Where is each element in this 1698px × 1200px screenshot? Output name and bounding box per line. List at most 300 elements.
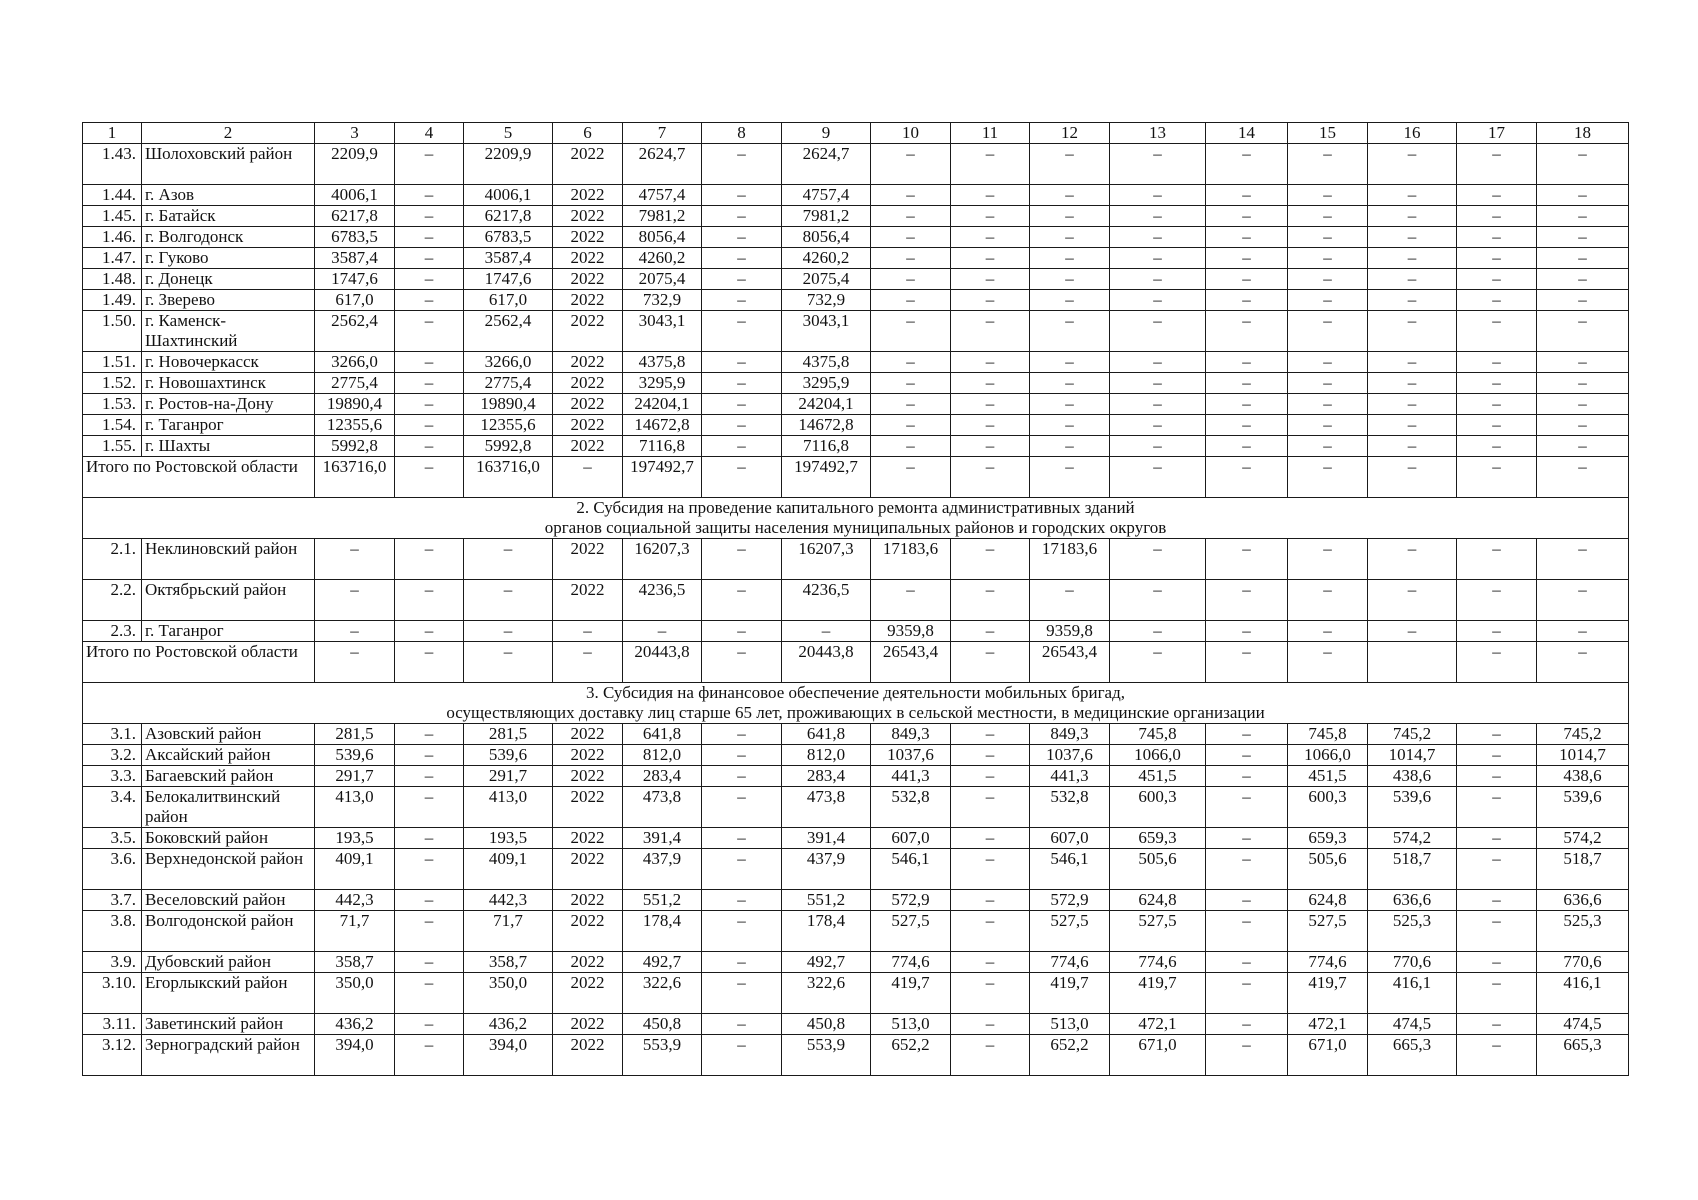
value-cell: 513,0 — [871, 1014, 951, 1035]
value-cell: – — [702, 890, 782, 911]
value-cell: – — [1368, 621, 1457, 642]
value-cell: – — [1368, 185, 1457, 206]
value-cell: – — [1030, 436, 1110, 457]
value-cell: 671,0 — [1288, 1035, 1368, 1076]
value-cell: 391,4 — [623, 828, 702, 849]
column-header-2: 2 — [142, 123, 315, 144]
value-cell: 24204,1 — [782, 394, 871, 415]
row-number: 1.51. — [83, 352, 142, 373]
value-cell: 2022 — [553, 144, 623, 185]
value-cell: – — [1206, 766, 1288, 787]
value-cell: – — [1368, 290, 1457, 311]
value-cell: 322,6 — [623, 973, 702, 1014]
total-label: Итого по Ростовской области — [83, 642, 315, 683]
value-cell: – — [951, 1035, 1030, 1076]
value-cell: – — [1457, 973, 1537, 1014]
value-cell: 283,4 — [623, 766, 702, 787]
value-cell: 551,2 — [623, 890, 702, 911]
municipality-name: Дубовский район — [142, 952, 315, 973]
value-cell: 527,5 — [1288, 911, 1368, 952]
value-cell: – — [1368, 352, 1457, 373]
row-number: 1.55. — [83, 436, 142, 457]
row-number: 3.8. — [83, 911, 142, 952]
value-cell: – — [1206, 436, 1288, 457]
value-cell: 2022 — [553, 206, 623, 227]
value-cell: – — [951, 352, 1030, 373]
municipality-name: Аксайский район — [142, 745, 315, 766]
value-cell: – — [315, 580, 395, 621]
value-cell: 539,6 — [1537, 787, 1629, 828]
value-cell: – — [951, 828, 1030, 849]
value-cell: – — [1457, 828, 1537, 849]
column-header-17: 17 — [1457, 123, 1537, 144]
value-cell: – — [395, 185, 464, 206]
value-cell: – — [1206, 580, 1288, 621]
value-cell: – — [1110, 539, 1206, 580]
value-cell: 474,5 — [1537, 1014, 1629, 1035]
value-cell: 24204,1 — [623, 394, 702, 415]
value-cell: 394,0 — [315, 1035, 395, 1076]
table-row — [83, 724, 1629, 745]
value-cell: 17183,6 — [1030, 539, 1110, 580]
value-cell: – — [951, 745, 1030, 766]
value-cell: 2022 — [553, 849, 623, 890]
value-cell: – — [1288, 311, 1368, 352]
value-cell: 473,8 — [782, 787, 871, 828]
column-header-16: 16 — [1368, 123, 1457, 144]
row-number: 1.43. — [83, 144, 142, 185]
value-cell: – — [395, 828, 464, 849]
value-cell: 442,3 — [464, 890, 553, 911]
value-cell: – — [1206, 394, 1288, 415]
value-cell: – — [702, 539, 782, 580]
value-cell: 671,0 — [1110, 1035, 1206, 1076]
municipality-name: Егорлыкский район — [142, 973, 315, 1014]
value-cell: – — [1030, 185, 1110, 206]
value-cell: 438,6 — [1537, 766, 1629, 787]
value-cell: – — [1537, 621, 1629, 642]
row-number: 1.45. — [83, 206, 142, 227]
value-cell: – — [702, 352, 782, 373]
value-cell: 572,9 — [1030, 890, 1110, 911]
value-cell: 849,3 — [871, 724, 951, 745]
row-number: 3.7. — [83, 890, 142, 911]
value-cell: – — [1537, 227, 1629, 248]
value-cell: – — [702, 436, 782, 457]
value-cell: – — [395, 248, 464, 269]
value-cell: – — [395, 539, 464, 580]
value-cell: 527,5 — [1030, 911, 1110, 952]
total-cell: 26543,4 — [1030, 642, 1110, 683]
municipality-name: г. Шахты — [142, 436, 315, 457]
value-cell: – — [1288, 290, 1368, 311]
value-cell: 527,5 — [1110, 911, 1206, 952]
value-cell: – — [1457, 352, 1537, 373]
total-label: Итого по Ростовской области — [83, 457, 315, 498]
value-cell: – — [1288, 185, 1368, 206]
total-cell: – — [702, 642, 782, 683]
total-cell: – — [871, 457, 951, 498]
value-cell: 419,7 — [1030, 973, 1110, 1014]
row-number: 2.2. — [83, 580, 142, 621]
value-cell: – — [395, 1014, 464, 1035]
value-cell: – — [871, 415, 951, 436]
value-cell: – — [1457, 1035, 1537, 1076]
value-cell: – — [1368, 248, 1457, 269]
value-cell: – — [1206, 1035, 1288, 1076]
total-cell: – — [464, 642, 553, 683]
value-cell: 546,1 — [1030, 849, 1110, 890]
value-cell: – — [1110, 621, 1206, 642]
value-cell: 665,3 — [1368, 1035, 1457, 1076]
value-cell: – — [702, 311, 782, 352]
value-cell: 4260,2 — [623, 248, 702, 269]
value-cell: 553,9 — [623, 1035, 702, 1076]
total-cell: – — [1288, 457, 1368, 498]
column-header-6: 6 — [553, 123, 623, 144]
value-cell: – — [1110, 227, 1206, 248]
value-cell: – — [1206, 973, 1288, 1014]
value-cell: 2775,4 — [464, 373, 553, 394]
value-cell: – — [871, 373, 951, 394]
value-cell: 2209,9 — [464, 144, 553, 185]
table-row — [83, 973, 1629, 1014]
value-cell: – — [395, 766, 464, 787]
total-cell: – — [395, 642, 464, 683]
value-cell: 409,1 — [315, 849, 395, 890]
value-cell: 450,8 — [623, 1014, 702, 1035]
row-number: 2.3. — [83, 621, 142, 642]
value-cell: 6783,5 — [315, 227, 395, 248]
total-cell: 197492,7 — [623, 457, 702, 498]
value-cell: – — [464, 539, 553, 580]
value-cell: 546,1 — [871, 849, 951, 890]
value-cell: – — [702, 269, 782, 290]
value-cell: – — [1457, 248, 1537, 269]
value-cell: 193,5 — [464, 828, 553, 849]
value-cell: 505,6 — [1288, 849, 1368, 890]
value-cell: 442,3 — [315, 890, 395, 911]
section-heading-line: 3. Субсидия на финансовое обеспечение деятельности мобильных бригад, — [586, 683, 1125, 702]
municipality-name: г. Азов — [142, 185, 315, 206]
value-cell: 812,0 — [782, 745, 871, 766]
total-cell: – — [553, 642, 623, 683]
value-cell: 2022 — [553, 227, 623, 248]
value-cell: 1014,7 — [1537, 745, 1629, 766]
column-header-7: 7 — [623, 123, 702, 144]
value-cell: 505,6 — [1110, 849, 1206, 890]
municipality-name: Белокалитвинский район — [142, 787, 315, 828]
column-header-9: 9 — [782, 123, 871, 144]
value-cell: – — [871, 436, 951, 457]
value-cell: 652,2 — [871, 1035, 951, 1076]
value-cell: 441,3 — [871, 766, 951, 787]
value-cell: 4375,8 — [782, 352, 871, 373]
value-cell: – — [1206, 828, 1288, 849]
value-cell: 12355,6 — [315, 415, 395, 436]
value-cell: – — [951, 269, 1030, 290]
value-cell: 2022 — [553, 745, 623, 766]
value-cell: 539,6 — [464, 745, 553, 766]
value-cell: 2562,4 — [464, 311, 553, 352]
value-cell: – — [395, 227, 464, 248]
value-cell: 19890,4 — [464, 394, 553, 415]
value-cell: – — [951, 766, 1030, 787]
section-heading-line: 2. Субсидия на проведение капитального ремонта административных зданий — [576, 498, 1135, 517]
value-cell: 4236,5 — [623, 580, 702, 621]
table-row — [83, 144, 1629, 185]
value-cell: 2022 — [553, 394, 623, 415]
value-cell: 437,9 — [623, 849, 702, 890]
value-cell: – — [1457, 580, 1537, 621]
value-cell: 1037,6 — [1030, 745, 1110, 766]
value-cell: 812,0 — [623, 745, 702, 766]
value-cell: 574,2 — [1537, 828, 1629, 849]
value-cell: 2022 — [553, 415, 623, 436]
total-cell: – — [1457, 457, 1537, 498]
municipality-name: г. Новошахтинск — [142, 373, 315, 394]
table-row — [83, 394, 1629, 415]
value-cell: – — [395, 911, 464, 952]
row-number: 3.11. — [83, 1014, 142, 1035]
value-cell: – — [1030, 352, 1110, 373]
value-cell: – — [1537, 352, 1629, 373]
table-row — [83, 227, 1629, 248]
value-cell: – — [1288, 394, 1368, 415]
value-cell: 419,7 — [1110, 973, 1206, 1014]
value-cell: – — [1288, 415, 1368, 436]
value-cell: 358,7 — [464, 952, 553, 973]
value-cell: 2022 — [553, 373, 623, 394]
row-number: 3.2. — [83, 745, 142, 766]
value-cell: 350,0 — [315, 973, 395, 1014]
value-cell: 518,7 — [1368, 849, 1457, 890]
total-cell: – — [1368, 457, 1457, 498]
value-cell: – — [702, 849, 782, 890]
value-cell: 2022 — [553, 580, 623, 621]
value-cell: – — [1457, 724, 1537, 745]
table-row — [83, 621, 1629, 642]
value-cell: – — [395, 849, 464, 890]
value-cell: 572,9 — [871, 890, 951, 911]
value-cell: – — [1537, 206, 1629, 227]
value-cell: – — [951, 185, 1030, 206]
value-cell: 17183,6 — [871, 539, 951, 580]
value-cell: 14672,8 — [782, 415, 871, 436]
value-cell: – — [395, 436, 464, 457]
municipality-name: Азовский район — [142, 724, 315, 745]
value-cell: – — [1368, 206, 1457, 227]
column-header-18: 18 — [1537, 123, 1629, 144]
table-row — [83, 290, 1629, 311]
value-cell: – — [1030, 290, 1110, 311]
value-cell: 7981,2 — [782, 206, 871, 227]
value-cell: 2624,7 — [623, 144, 702, 185]
value-cell: 8056,4 — [782, 227, 871, 248]
value-cell: 416,1 — [1368, 973, 1457, 1014]
column-header-10: 10 — [871, 123, 951, 144]
value-cell: – — [1288, 206, 1368, 227]
table-row — [83, 185, 1629, 206]
value-cell: 451,5 — [1110, 766, 1206, 787]
value-cell: – — [315, 539, 395, 580]
row-number: 3.9. — [83, 952, 142, 973]
value-cell: – — [1537, 269, 1629, 290]
value-cell: 394,0 — [464, 1035, 553, 1076]
value-cell: – — [395, 1035, 464, 1076]
value-cell: – — [1457, 911, 1537, 952]
value-cell: 774,6 — [1288, 952, 1368, 973]
value-cell: 4006,1 — [315, 185, 395, 206]
value-cell: 641,8 — [782, 724, 871, 745]
value-cell: – — [1457, 415, 1537, 436]
value-cell: 617,0 — [315, 290, 395, 311]
total-cell: – — [1537, 457, 1629, 498]
municipality-name: Волгодонской район — [142, 911, 315, 952]
value-cell: 2022 — [553, 911, 623, 952]
municipality-name: Боковский район — [142, 828, 315, 849]
value-cell: – — [1030, 415, 1110, 436]
value-cell: 492,7 — [623, 952, 702, 973]
section-heading-line: органов социальной защиты населения муниципальных районов и городских округов — [544, 518, 1167, 537]
value-cell: 525,3 — [1368, 911, 1457, 952]
total-cell: – — [395, 457, 464, 498]
total-cell: – — [1030, 457, 1110, 498]
value-cell: – — [1368, 394, 1457, 415]
table-row — [83, 206, 1629, 227]
value-cell: – — [1368, 539, 1457, 580]
value-cell: – — [395, 724, 464, 745]
value-cell: – — [1368, 144, 1457, 185]
value-cell: – — [1288, 144, 1368, 185]
value-cell: – — [1537, 415, 1629, 436]
value-cell: 2022 — [553, 890, 623, 911]
value-cell: – — [1288, 248, 1368, 269]
value-cell: – — [1206, 269, 1288, 290]
value-cell: – — [1537, 436, 1629, 457]
value-cell: 1037,6 — [871, 745, 951, 766]
value-cell: – — [1206, 890, 1288, 911]
total-row — [83, 457, 1629, 498]
value-cell: – — [1457, 373, 1537, 394]
value-cell: 3043,1 — [782, 311, 871, 352]
value-cell: – — [951, 724, 1030, 745]
value-cell: – — [951, 144, 1030, 185]
row-number: 1.53. — [83, 394, 142, 415]
value-cell: 624,8 — [1288, 890, 1368, 911]
total-cell: 26543,4 — [871, 642, 951, 683]
value-cell: – — [951, 394, 1030, 415]
value-cell: 472,1 — [1110, 1014, 1206, 1035]
row-number: 3.3. — [83, 766, 142, 787]
total-cell: 163716,0 — [464, 457, 553, 498]
value-cell: – — [1030, 311, 1110, 352]
value-cell: – — [1457, 745, 1537, 766]
value-cell: – — [951, 849, 1030, 890]
value-cell: 9359,8 — [871, 621, 951, 642]
total-cell: – — [1288, 642, 1368, 683]
value-cell: – — [395, 621, 464, 642]
value-cell: 3266,0 — [315, 352, 395, 373]
value-cell: – — [951, 373, 1030, 394]
value-cell: 2022 — [553, 290, 623, 311]
value-cell: – — [951, 436, 1030, 457]
subsidy-table — [82, 122, 1629, 1076]
value-cell: – — [1457, 436, 1537, 457]
value-cell: 3587,4 — [315, 248, 395, 269]
column-header-11: 11 — [951, 123, 1030, 144]
column-header-15: 15 — [1288, 123, 1368, 144]
value-cell: – — [1368, 227, 1457, 248]
value-cell: – — [1288, 269, 1368, 290]
column-header-8: 8 — [702, 123, 782, 144]
total-cell: – — [1537, 642, 1629, 683]
value-cell: – — [395, 290, 464, 311]
value-cell: 438,6 — [1368, 766, 1457, 787]
value-cell: – — [871, 311, 951, 352]
municipality-name: г. Таганрог — [142, 621, 315, 642]
total-cell: – — [553, 457, 623, 498]
value-cell: 283,4 — [782, 766, 871, 787]
value-cell: – — [702, 766, 782, 787]
value-cell: – — [1537, 373, 1629, 394]
value-cell: 2624,7 — [782, 144, 871, 185]
value-cell: 745,8 — [1110, 724, 1206, 745]
value-cell: – — [951, 206, 1030, 227]
municipality-name: г. Таганрог — [142, 415, 315, 436]
value-cell: – — [395, 394, 464, 415]
value-cell: – — [871, 269, 951, 290]
value-cell: – — [1206, 911, 1288, 952]
value-cell: 1747,6 — [464, 269, 553, 290]
value-cell: 2022 — [553, 828, 623, 849]
value-cell: 4757,4 — [623, 185, 702, 206]
value-cell: 5992,8 — [464, 436, 553, 457]
value-cell: – — [1206, 185, 1288, 206]
value-cell: – — [1368, 436, 1457, 457]
table-row — [83, 436, 1629, 457]
value-cell: – — [395, 952, 464, 973]
value-cell: – — [1288, 580, 1368, 621]
value-cell: – — [871, 185, 951, 206]
value-cell: – — [1457, 311, 1537, 352]
value-cell: – — [951, 248, 1030, 269]
document-page — [82, 122, 1628, 1076]
value-cell: – — [702, 373, 782, 394]
value-cell: – — [1206, 621, 1288, 642]
value-cell: – — [702, 248, 782, 269]
value-cell: – — [1457, 394, 1537, 415]
value-cell: – — [1110, 311, 1206, 352]
value-cell: – — [1288, 373, 1368, 394]
value-cell: 551,2 — [782, 890, 871, 911]
value-cell: – — [951, 890, 1030, 911]
value-cell: – — [1206, 952, 1288, 973]
municipality-name: Веселовский район — [142, 890, 315, 911]
value-cell: 12355,6 — [464, 415, 553, 436]
value-cell: 2022 — [553, 269, 623, 290]
value-cell: 193,5 — [315, 828, 395, 849]
value-cell: – — [702, 415, 782, 436]
value-cell: 436,2 — [315, 1014, 395, 1035]
value-cell: 607,0 — [1030, 828, 1110, 849]
value-cell: 409,1 — [464, 849, 553, 890]
value-cell: 291,7 — [315, 766, 395, 787]
municipality-name: Багаевский район — [142, 766, 315, 787]
municipality-name: г. Гуково — [142, 248, 315, 269]
municipality-name: г. Новочеркасск — [142, 352, 315, 373]
value-cell: – — [951, 227, 1030, 248]
